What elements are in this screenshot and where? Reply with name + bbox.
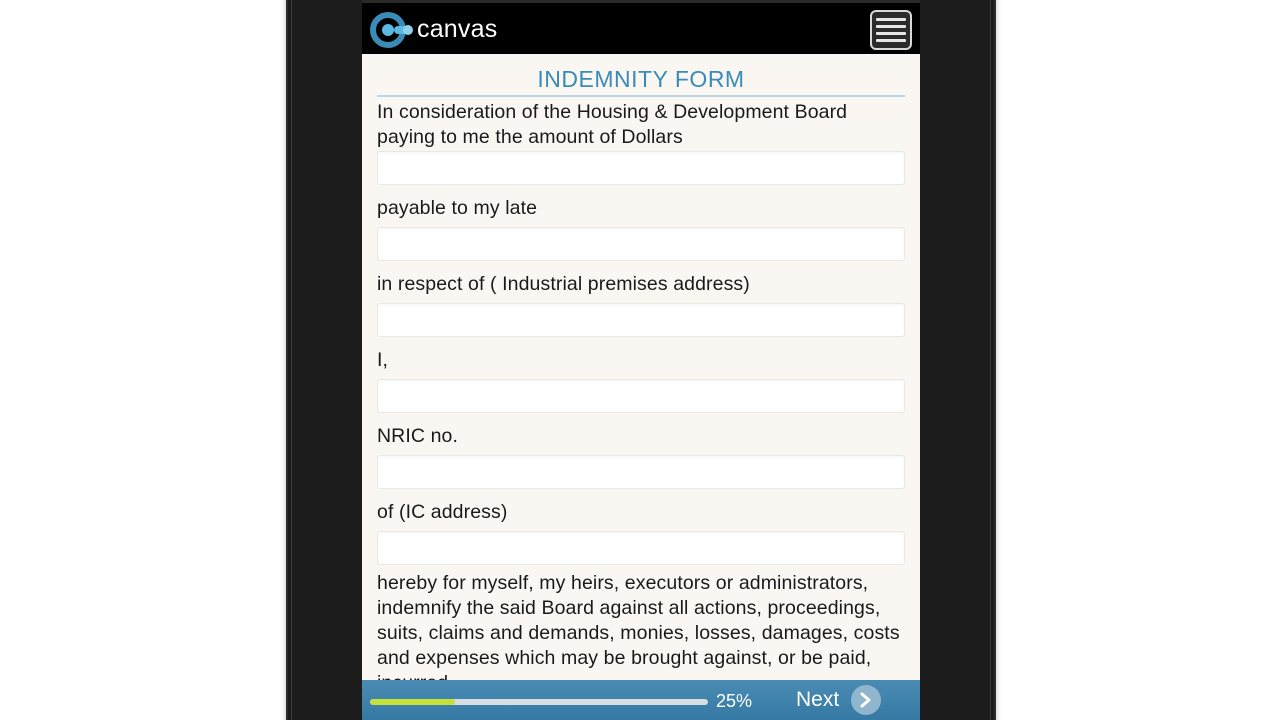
field-label-nric: NRIC no. [377,425,458,447]
field-label-payable-to: payable to my late [377,197,538,219]
form-title: INDEMNITY FORM [377,54,905,97]
app-screen [362,0,920,720]
canvas-logo [370,12,497,48]
amount-input[interactable] [377,151,905,185]
premises-address-input[interactable] [377,303,905,337]
next-button-label: Next [796,688,840,711]
field-label-ic-address: of (IC address) [377,501,508,523]
chevron-right-circle-icon [851,685,881,715]
hamburger-menu-icon-line [876,25,906,28]
field-label-name: I, [377,349,389,371]
progress-bar-fill [370,699,455,705]
field-label-amount: In consideration of the Housing & Development Board paying to me the amount of Dollars [377,101,848,148]
app-header [362,0,920,54]
menu-button[interactable] [870,10,912,50]
progress-percent: 25% [716,691,753,711]
hamburger-menu-icon-line [876,32,906,35]
field-label-premises-address: in respect of ( Industrial premises address) [377,273,750,295]
indemnity-clause-text: hereby for myself, my heirs, executors or administrators, indemnify the said Board against all actions, proceedings, suits, claims and demands, monies, losses, damages, costs and expenses which may be brought against, or be paid, [377,572,900,669]
ic-address-input[interactable] [377,531,905,565]
nric-input[interactable] [377,455,905,489]
payable-to-input[interactable] [377,227,905,261]
hamburger-menu-icon-line [876,39,906,42]
hamburger-menu-icon [876,18,906,21]
form-scroll-area[interactable] [362,54,920,680]
canvas-logo-icon [370,12,416,48]
footer-bar [362,680,920,720]
next-button[interactable] [788,680,920,720]
name-input[interactable] [377,379,905,413]
progress-bar [370,699,708,705]
logo-text: canvas [417,14,498,43]
